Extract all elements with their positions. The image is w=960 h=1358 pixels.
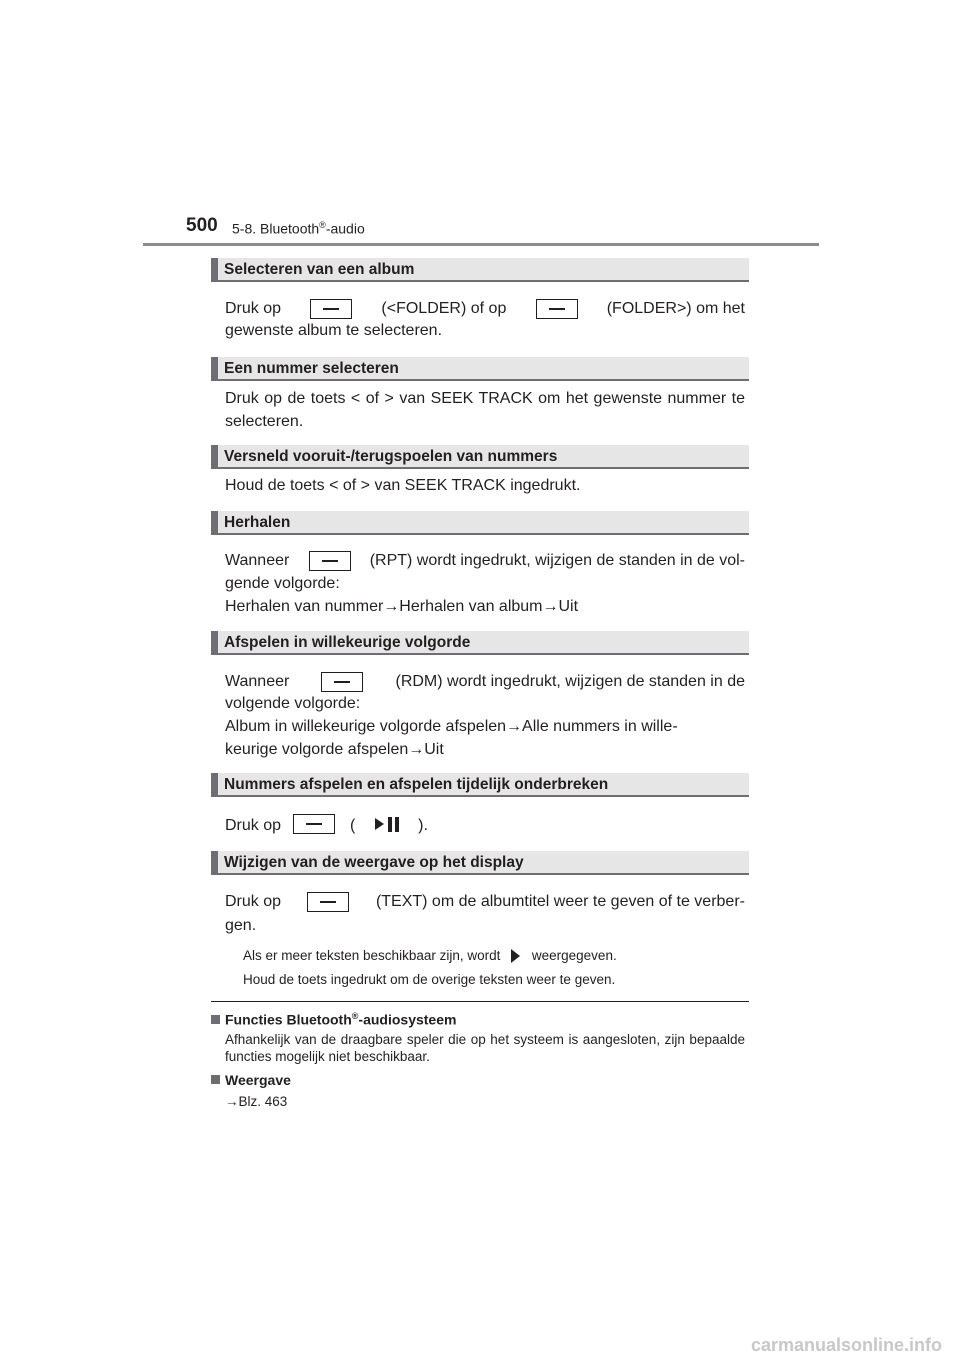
repeat-line-1: Wanneer (RPT) wordt ingedrukt, wijzigen de standen in de vol- [225, 552, 745, 569]
rdm-button [321, 672, 363, 692]
random-line-2: volgende volgorde: [225, 695, 361, 712]
section-bar-random: Afspelen in willekeurige volgorde [211, 631, 749, 655]
rpt-button [309, 551, 351, 571]
note-heading-functions: Functies Bluetooth®-audiosysteem [211, 1011, 456, 1028]
note-text-functions: Afhankelijk van de draagbare speler die op het systeem is aangesloten, zijn bepaalde functies mogelijk niet beschikbaar. [225, 1032, 745, 1064]
arrow-right-icon [508, 947, 522, 965]
page-number: 500 [186, 215, 218, 236]
header-rule [143, 243, 819, 246]
play-pause-button [293, 814, 335, 834]
album-line-2: gewenste album te selecteren. [225, 322, 443, 339]
note-heading-display: Weergave [211, 1072, 291, 1088]
folder-prev-button [310, 299, 352, 319]
text-button [307, 892, 349, 912]
section-bar-track: Een nummer selecteren [211, 357, 749, 381]
random-line-1: Wanneer (RDM) wordt ingedrukt, wijzigen de standen in de [225, 673, 745, 690]
section-bar-album: Selecteren van een album [211, 258, 749, 282]
display-note-1: Als er meer teksten beschikbaar zijn, wordt weergegeven. [243, 948, 617, 963]
bullet-square-icon [211, 1075, 220, 1084]
repeat-line-2: gende volgorde: [225, 575, 340, 592]
section-bar-play-pause: Nummers afspelen en afspelen tijdelijk onderbreken [211, 773, 749, 797]
folder-next-button [536, 299, 578, 319]
random-line-4: keurige volgorde afspelen→Uit [225, 741, 444, 758]
track-text: Druk op de toets < of > van SEEK TRACK om het gewenste nummer te selecteren. [225, 390, 745, 430]
display-line-1: Druk op (TEXT) om de albumtitel weer te geven of te verber- [225, 893, 745, 910]
watermark: carmanualsonline.info [750, 1335, 942, 1355]
display-note-2: Houd de toets ingedrukt om de overige teksten weer te geven. [243, 972, 616, 987]
section-bar-seek: Versneld vooruit-/terugspoelen van nummers [211, 445, 749, 469]
display-line-2: gen. [225, 917, 257, 934]
play-pause-icon [372, 815, 402, 833]
notes-rule [211, 1001, 749, 1002]
note-text-display: →Blz. 463 [225, 1094, 288, 1109]
section-bar-repeat: Herhalen [211, 511, 749, 535]
section-label: 5-8. Bluetooth®-audio [232, 220, 365, 237]
seek-text: Houd de toets < of > van SEEK TRACK ingedrukt. [225, 477, 581, 494]
play-pause-line: Druk op ( ). [225, 814, 428, 835]
repeat-line-3: Herhalen van nummer→Herhalen van album→Uit [225, 598, 579, 615]
section-bar-display: Wijzigen van de weergave op het display [211, 851, 749, 875]
album-line-1: Druk op (<FOLDER) of op (FOLDER>) om het [225, 300, 745, 317]
random-line-3: Album in willekeurige volgorde afspelen→Alle nummers in wille- [225, 718, 678, 735]
bullet-square-icon [211, 1015, 220, 1024]
